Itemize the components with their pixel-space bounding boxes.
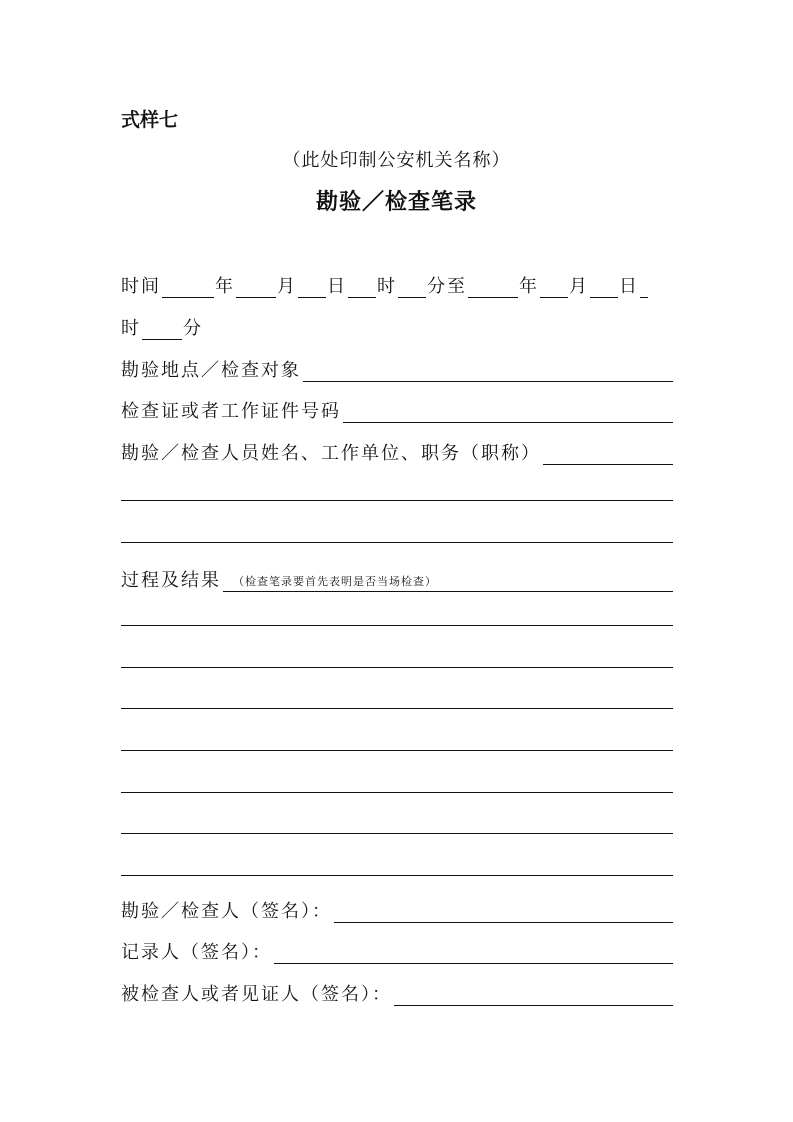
month-label: 月 <box>569 276 589 297</box>
document-title: 勘验／检查笔录 <box>315 190 477 215</box>
personnel-label: 勘验／检查人员姓名、工作单位、职务（职称） <box>121 443 541 464</box>
certificate-label: 检查证或者工作证件号码 <box>121 401 341 422</box>
start-minute-blank[interactable] <box>398 275 426 298</box>
hour-label: 时 <box>377 276 397 297</box>
minute-label: 分 <box>427 276 447 297</box>
location-blank[interactable] <box>303 359 673 382</box>
time-row <box>121 268 673 298</box>
process-row <box>121 562 673 592</box>
process-line[interactable] <box>121 750 673 751</box>
process-note: （检查笔录要首先表明是否当场检查） <box>233 575 437 588</box>
inspector-signature-label: 勘验／检查人（签名）： <box>121 901 332 922</box>
subject-signature-label: 被检查人或者见证人（签名）： <box>121 984 392 1005</box>
year-label: 年 <box>215 276 235 297</box>
start-month-blank[interactable] <box>236 275 276 298</box>
day-label: 日 <box>619 276 639 297</box>
process-line[interactable] <box>121 792 673 793</box>
to-label: 至 <box>447 276 467 297</box>
personnel-continuation-line[interactable] <box>121 542 673 543</box>
day-label: 日 <box>327 276 347 297</box>
inspector-signature-row <box>121 893 673 923</box>
end-month-blank[interactable] <box>540 275 568 298</box>
end-year-blank[interactable] <box>468 275 518 298</box>
recorder-signature-label: 记录人（签名）： <box>121 942 272 963</box>
minute-label: 分 <box>183 318 203 339</box>
process-line[interactable] <box>121 625 673 626</box>
inspector-signature-blank[interactable] <box>334 900 673 923</box>
subject-signature-row <box>121 976 673 1006</box>
process-label: 过程及结果 <box>121 570 221 591</box>
start-year-blank[interactable] <box>162 275 214 298</box>
process-line[interactable] <box>121 708 673 709</box>
month-label: 月 <box>277 276 297 297</box>
process-blank[interactable] <box>223 569 673 592</box>
process-line[interactable] <box>121 875 673 876</box>
year-label: 年 <box>519 276 539 297</box>
end-hour-blank[interactable] <box>640 275 648 298</box>
recorder-signature-blank[interactable] <box>274 941 673 964</box>
end-minute-blank[interactable] <box>142 317 182 340</box>
recorder-signature-row <box>121 934 673 964</box>
location-label: 勘验地点／检查对象 <box>121 360 301 381</box>
location-row <box>121 352 673 382</box>
time-row-continued <box>121 310 673 340</box>
start-day-blank[interactable] <box>298 275 326 298</box>
personnel-row <box>121 435 673 465</box>
time-label: 时间 <box>121 276 161 297</box>
personnel-blank[interactable] <box>543 442 673 465</box>
personnel-continuation-line[interactable] <box>121 500 673 501</box>
hour-label: 时 <box>121 318 141 339</box>
certificate-blank[interactable] <box>343 400 673 423</box>
process-line[interactable] <box>121 833 673 834</box>
style-label: 式样七 <box>121 109 179 131</box>
process-line[interactable] <box>121 667 673 668</box>
end-day-blank[interactable] <box>590 275 618 298</box>
certificate-row <box>121 393 673 423</box>
agency-name-placeholder: （此处印制公安机关名称） <box>282 150 511 171</box>
start-hour-blank[interactable] <box>348 275 376 298</box>
subject-signature-blank[interactable] <box>394 983 673 1006</box>
